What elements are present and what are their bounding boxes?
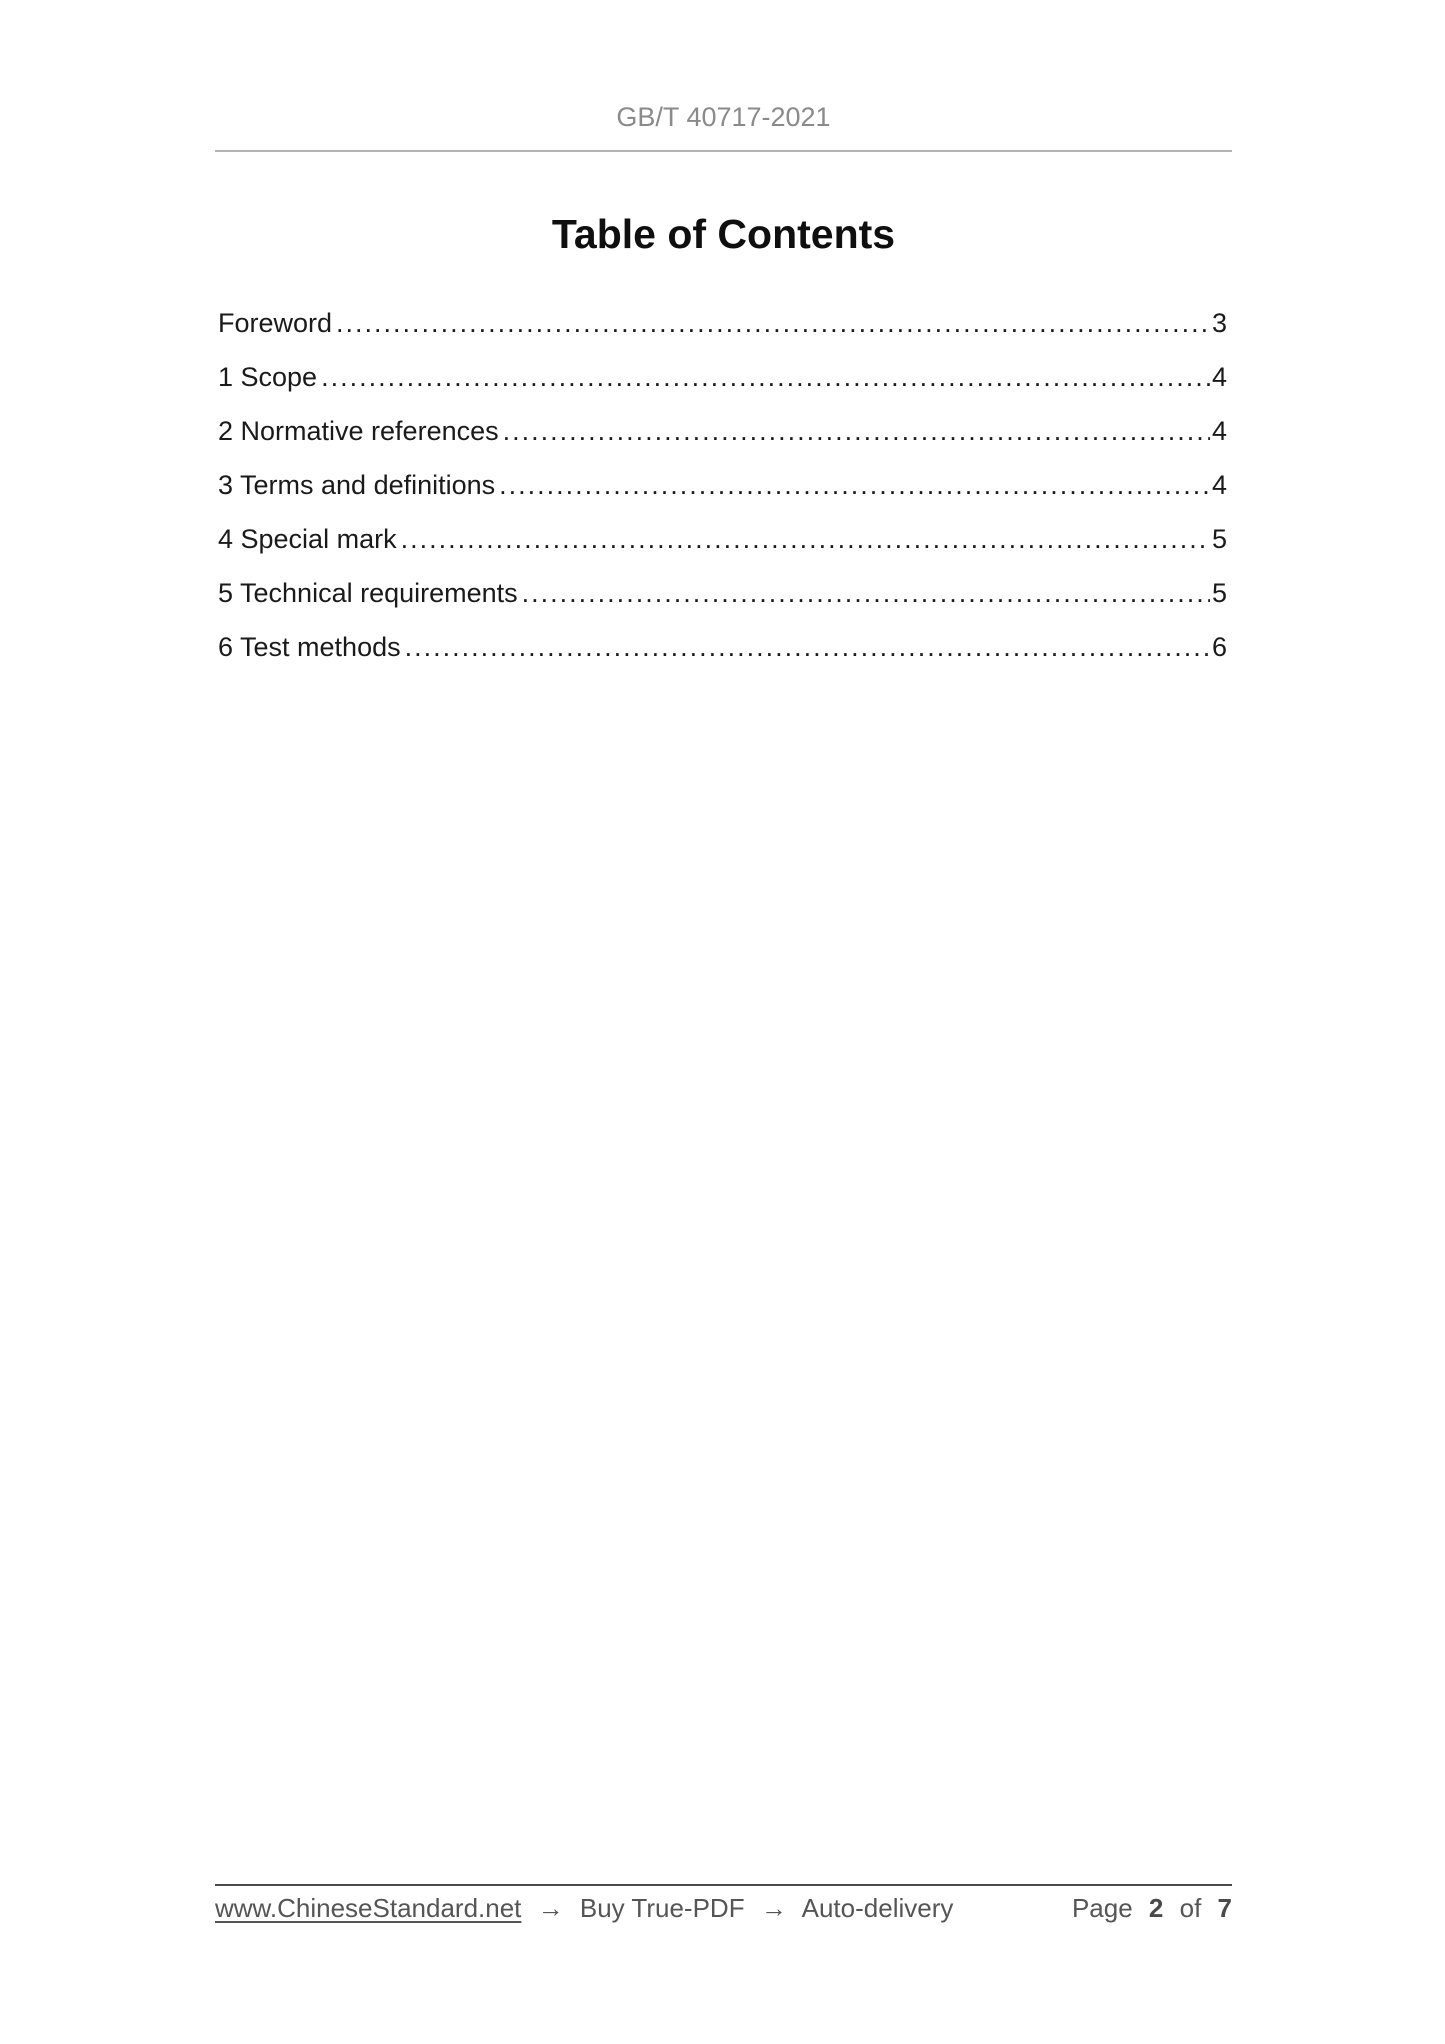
toc-entry-page-number: 4	[1211, 470, 1227, 500]
toc-entry-label: 6 Test methods	[218, 632, 401, 662]
toc-entry-page-number: 5	[1211, 578, 1227, 608]
toc-entry[interactable]	[218, 404, 1227, 458]
toc-entry[interactable]	[218, 566, 1227, 620]
page-indicator-of: of	[1179, 1893, 1202, 1923]
arrow-right-icon: →	[760, 1893, 787, 1923]
toc-entry-page-number: 3	[1211, 308, 1227, 338]
toc-entry-label: 1 Scope	[218, 362, 318, 392]
toc-dot-leader	[503, 404, 1210, 458]
arrow-right-icon: →	[537, 1893, 564, 1923]
toc-list	[218, 296, 1227, 674]
footer-buy-label: Buy True-PDF	[579, 1893, 745, 1923]
toc-entry-page-number: 5	[1211, 524, 1227, 554]
page-header	[215, 0, 1232, 152]
toc-dot-leader	[321, 350, 1210, 404]
website-link[interactable]: www.ChineseStandard.net	[215, 1893, 522, 1923]
toc-dot-leader	[405, 620, 1210, 674]
toc-entry[interactable]	[218, 296, 1227, 350]
toc-entry-label: 2 Normative references	[218, 416, 499, 446]
toc-entry-label: 3 Terms and definitions	[218, 470, 496, 500]
toc-dot-leader	[499, 458, 1210, 512]
page-indicator	[1072, 1894, 1232, 1922]
toc-dot-leader	[336, 296, 1210, 350]
toc-entry-page-number: 4	[1211, 416, 1227, 446]
toc-dot-leader	[522, 566, 1210, 620]
page-total-number: 7	[1217, 1893, 1232, 1923]
footer-delivery-label: Auto-delivery	[801, 1893, 954, 1923]
toc-entry-page-number: 6	[1211, 632, 1227, 662]
page-footer	[215, 1884, 1232, 1922]
toc-entry[interactable]	[218, 512, 1227, 566]
toc-entry[interactable]	[218, 458, 1227, 512]
toc-entry-label: Foreword	[218, 308, 333, 338]
toc-entry[interactable]	[218, 350, 1227, 404]
page-title: Table of Contents	[551, 211, 896, 257]
page-current-number: 2	[1148, 1893, 1164, 1923]
toc-entry-label: 5 Technical requirements	[218, 578, 518, 608]
toc-entry[interactable]	[218, 620, 1227, 674]
doc-number: GB/T 40717-2021	[616, 102, 831, 132]
footer-branding	[215, 1894, 962, 1922]
toc-dot-leader	[401, 512, 1210, 566]
toc-entry-page-number: 4	[1211, 362, 1227, 392]
toc-entry-label: 4 Special mark	[218, 524, 397, 554]
header-rule	[215, 150, 1232, 152]
page-indicator-label: Page	[1071, 1893, 1133, 1923]
